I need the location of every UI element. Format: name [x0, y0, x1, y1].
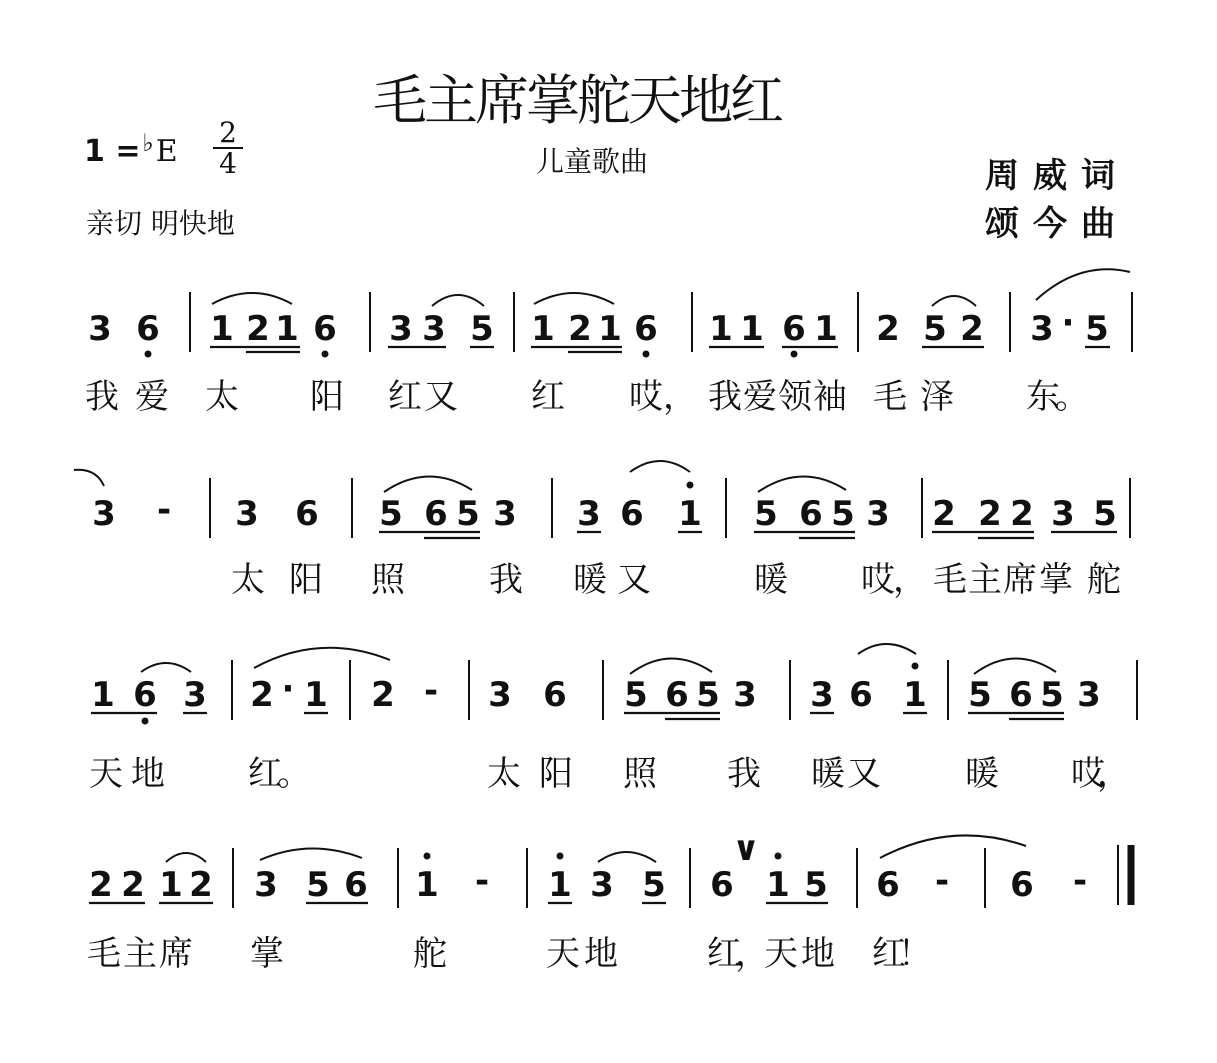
- lyric: 太: [231, 560, 265, 600]
- lyric: 地: [801, 934, 835, 974]
- note: 1: [678, 494, 702, 534]
- lyric: 暖: [754, 560, 788, 600]
- note: 3: [810, 675, 834, 715]
- tie: [254, 648, 390, 668]
- low-octave-dot: [142, 718, 149, 725]
- note: 1: [598, 309, 622, 349]
- lyric: 舵: [413, 934, 447, 974]
- lyric: 掌: [250, 934, 284, 974]
- composer-credit: 颂今曲: [985, 204, 1129, 244]
- lyric: 哎: [629, 377, 663, 417]
- note: 6: [295, 494, 319, 534]
- augmentation-dot: ·: [281, 669, 295, 709]
- tie: [74, 470, 104, 486]
- lyric: 暖: [965, 754, 999, 794]
- lyric: 太: [487, 754, 521, 794]
- slur: [758, 476, 846, 492]
- note: 5: [306, 865, 330, 905]
- note: 5: [470, 309, 494, 349]
- note: 3: [235, 494, 259, 534]
- note: 3: [389, 309, 413, 349]
- lyric: 阳: [539, 754, 573, 794]
- row-3: [89, 644, 1137, 794]
- note: 2: [876, 309, 900, 349]
- tie: [1036, 269, 1130, 300]
- note: 1: [814, 309, 838, 349]
- lyric: 暖: [811, 754, 845, 794]
- row-1: [85, 269, 1132, 417]
- note: 3: [92, 494, 116, 534]
- note: 1: [159, 865, 183, 905]
- lyricist-credit: 周威词: [985, 156, 1129, 196]
- lyric: 爱: [743, 377, 777, 417]
- lyric: 阳: [289, 560, 323, 600]
- note: 2: [1010, 494, 1034, 534]
- note: 2: [189, 865, 213, 905]
- note: 5: [624, 675, 648, 715]
- lyric: 天: [764, 934, 798, 974]
- note: 2: [250, 675, 274, 715]
- note: 1: [304, 675, 328, 715]
- lyric: 毛: [87, 934, 121, 974]
- note: 1: [415, 865, 439, 905]
- lyric: 我: [489, 560, 523, 600]
- slur: [858, 644, 916, 654]
- note: 2: [246, 309, 270, 349]
- note: 5: [968, 675, 992, 715]
- note: 3: [733, 675, 757, 715]
- note: 6: [849, 675, 873, 715]
- slur: [166, 853, 206, 862]
- lyric: ，: [735, 934, 769, 974]
- note: 3: [1030, 309, 1054, 349]
- dash: -: [156, 490, 172, 530]
- low-octave-dot: [643, 351, 650, 358]
- note: 1: [91, 675, 115, 715]
- lyric: 地: [131, 754, 165, 794]
- note: 2: [978, 494, 1002, 534]
- high-octave-dot: [687, 482, 694, 489]
- note: 6: [136, 309, 160, 349]
- lyric: 袖: [813, 377, 847, 417]
- lyric: ，: [893, 560, 927, 600]
- note: 6: [1009, 675, 1033, 715]
- note: 5: [754, 494, 778, 534]
- breath-mark: ∨: [732, 829, 760, 869]
- note: 6: [424, 494, 448, 534]
- note: 1: [766, 865, 790, 905]
- lyric: 照: [371, 560, 405, 600]
- note: 6: [634, 309, 658, 349]
- low-octave-dot: [322, 351, 329, 358]
- lyric: 哎: [1071, 754, 1105, 794]
- dash: -: [423, 671, 439, 711]
- lyric: 红: [872, 934, 906, 974]
- note: 2: [960, 309, 984, 349]
- note: 2: [89, 865, 113, 905]
- note: 6: [1010, 865, 1034, 905]
- note: 5: [642, 865, 666, 905]
- note: 5: [831, 494, 855, 534]
- lyric: 泽: [920, 377, 954, 417]
- lyric: ！: [898, 934, 932, 974]
- lyric: 我: [85, 377, 119, 417]
- key-note: E: [155, 134, 178, 169]
- note: 3: [1051, 494, 1075, 534]
- lyric: 天: [546, 934, 580, 974]
- note: 3: [577, 494, 601, 534]
- note: 3: [254, 865, 278, 905]
- note: 6: [799, 494, 823, 534]
- lyric: 领: [778, 377, 812, 417]
- low-octave-dot: [791, 351, 798, 358]
- lyric: 我: [708, 377, 742, 417]
- meter-bottom: 4: [219, 147, 237, 180]
- slur: [598, 852, 656, 862]
- note: 1: [531, 309, 555, 349]
- lyric: 。: [1055, 377, 1089, 417]
- note: 5: [804, 865, 828, 905]
- note: 5: [456, 494, 480, 534]
- note: 1: [740, 309, 764, 349]
- note: 5: [379, 494, 403, 534]
- note: 5: [1040, 675, 1064, 715]
- lyric: 阳: [310, 377, 344, 417]
- note: 1: [210, 309, 234, 349]
- lyric: ，: [663, 377, 697, 417]
- augmentation-dot: ·: [1061, 303, 1075, 343]
- lyric: 红: [531, 377, 565, 417]
- row-2: [74, 461, 1130, 600]
- slur: [212, 293, 292, 304]
- note: 3: [88, 309, 112, 349]
- lyric: 。: [277, 754, 311, 794]
- note: 1: [903, 675, 927, 715]
- slur: [432, 295, 484, 306]
- lyric: 席: [159, 934, 193, 974]
- note: 3: [493, 494, 517, 534]
- lyric: 暖: [573, 560, 607, 600]
- lyric: 舵: [1087, 560, 1121, 600]
- slur: [630, 461, 690, 472]
- note: 6: [313, 309, 337, 349]
- lyric: 太: [205, 377, 239, 417]
- lyric: 主: [968, 560, 1002, 600]
- lyric: 哎: [861, 560, 895, 600]
- high-octave-dot: [912, 663, 919, 670]
- song-title: 毛主席掌舵天地红: [373, 69, 781, 132]
- note: 3: [866, 494, 890, 534]
- key-prefix: 1 =: [84, 134, 141, 169]
- tempo-marking: 亲切 明快地: [86, 207, 235, 240]
- note: 3: [488, 675, 512, 715]
- high-octave-dot: [775, 853, 782, 860]
- lyric: 掌: [1039, 560, 1073, 600]
- slur: [141, 663, 191, 672]
- note: 3: [183, 675, 207, 715]
- note: 3: [422, 309, 446, 349]
- lyric: ，: [1097, 754, 1131, 794]
- lyric: 我: [727, 754, 761, 794]
- note: 5: [1093, 494, 1117, 534]
- slur: [384, 476, 472, 492]
- low-octave-dot: [145, 351, 152, 358]
- high-octave-dot: [557, 853, 564, 860]
- lyric: 又: [847, 754, 881, 794]
- note: 2: [932, 494, 956, 534]
- dash: -: [1072, 861, 1088, 901]
- lyric: 照: [623, 754, 657, 794]
- note: 6: [543, 675, 567, 715]
- note: 6: [876, 865, 900, 905]
- dash: -: [934, 861, 950, 901]
- note: 3: [1077, 675, 1101, 715]
- note: 5: [696, 675, 720, 715]
- note: 1: [275, 309, 299, 349]
- lyric: 红: [248, 754, 282, 794]
- tie: [880, 835, 1026, 858]
- slur: [630, 658, 712, 674]
- note: 3: [590, 865, 614, 905]
- genre-label: 儿童歌曲: [536, 145, 649, 178]
- lyric: 东: [1026, 377, 1060, 417]
- dash: -: [474, 861, 490, 901]
- note: 2: [121, 865, 145, 905]
- note: 6: [133, 675, 157, 715]
- lyric: 红: [388, 377, 422, 417]
- note: 6: [665, 675, 689, 715]
- note: 6: [782, 309, 806, 349]
- note: 2: [371, 675, 395, 715]
- note: 1: [548, 865, 572, 905]
- row-4: [87, 829, 1131, 974]
- meter-top: 2: [213, 118, 243, 149]
- lyric: 地: [584, 934, 618, 974]
- lyric: 又: [617, 560, 651, 600]
- lyric: 又: [424, 377, 458, 417]
- note: 5: [923, 309, 947, 349]
- note: 1: [709, 309, 733, 349]
- note: 6: [620, 494, 644, 534]
- high-octave-dot: [424, 853, 431, 860]
- slur: [932, 296, 976, 306]
- note: 5: [1085, 309, 1109, 349]
- note: 6: [344, 865, 368, 905]
- slur: [260, 848, 362, 860]
- lyric: 毛: [873, 377, 907, 417]
- lyric: 主: [123, 934, 157, 974]
- lyric: 席: [1003, 560, 1037, 600]
- flat-sign: ♭: [142, 129, 154, 157]
- lyric: 红: [707, 934, 741, 974]
- lyric: 毛: [933, 560, 967, 600]
- lyric: 天: [89, 754, 123, 794]
- slur: [534, 293, 614, 304]
- note: 2: [568, 309, 592, 349]
- slur: [974, 658, 1056, 674]
- note: 6: [710, 865, 734, 905]
- lyric: 爱: [135, 377, 169, 417]
